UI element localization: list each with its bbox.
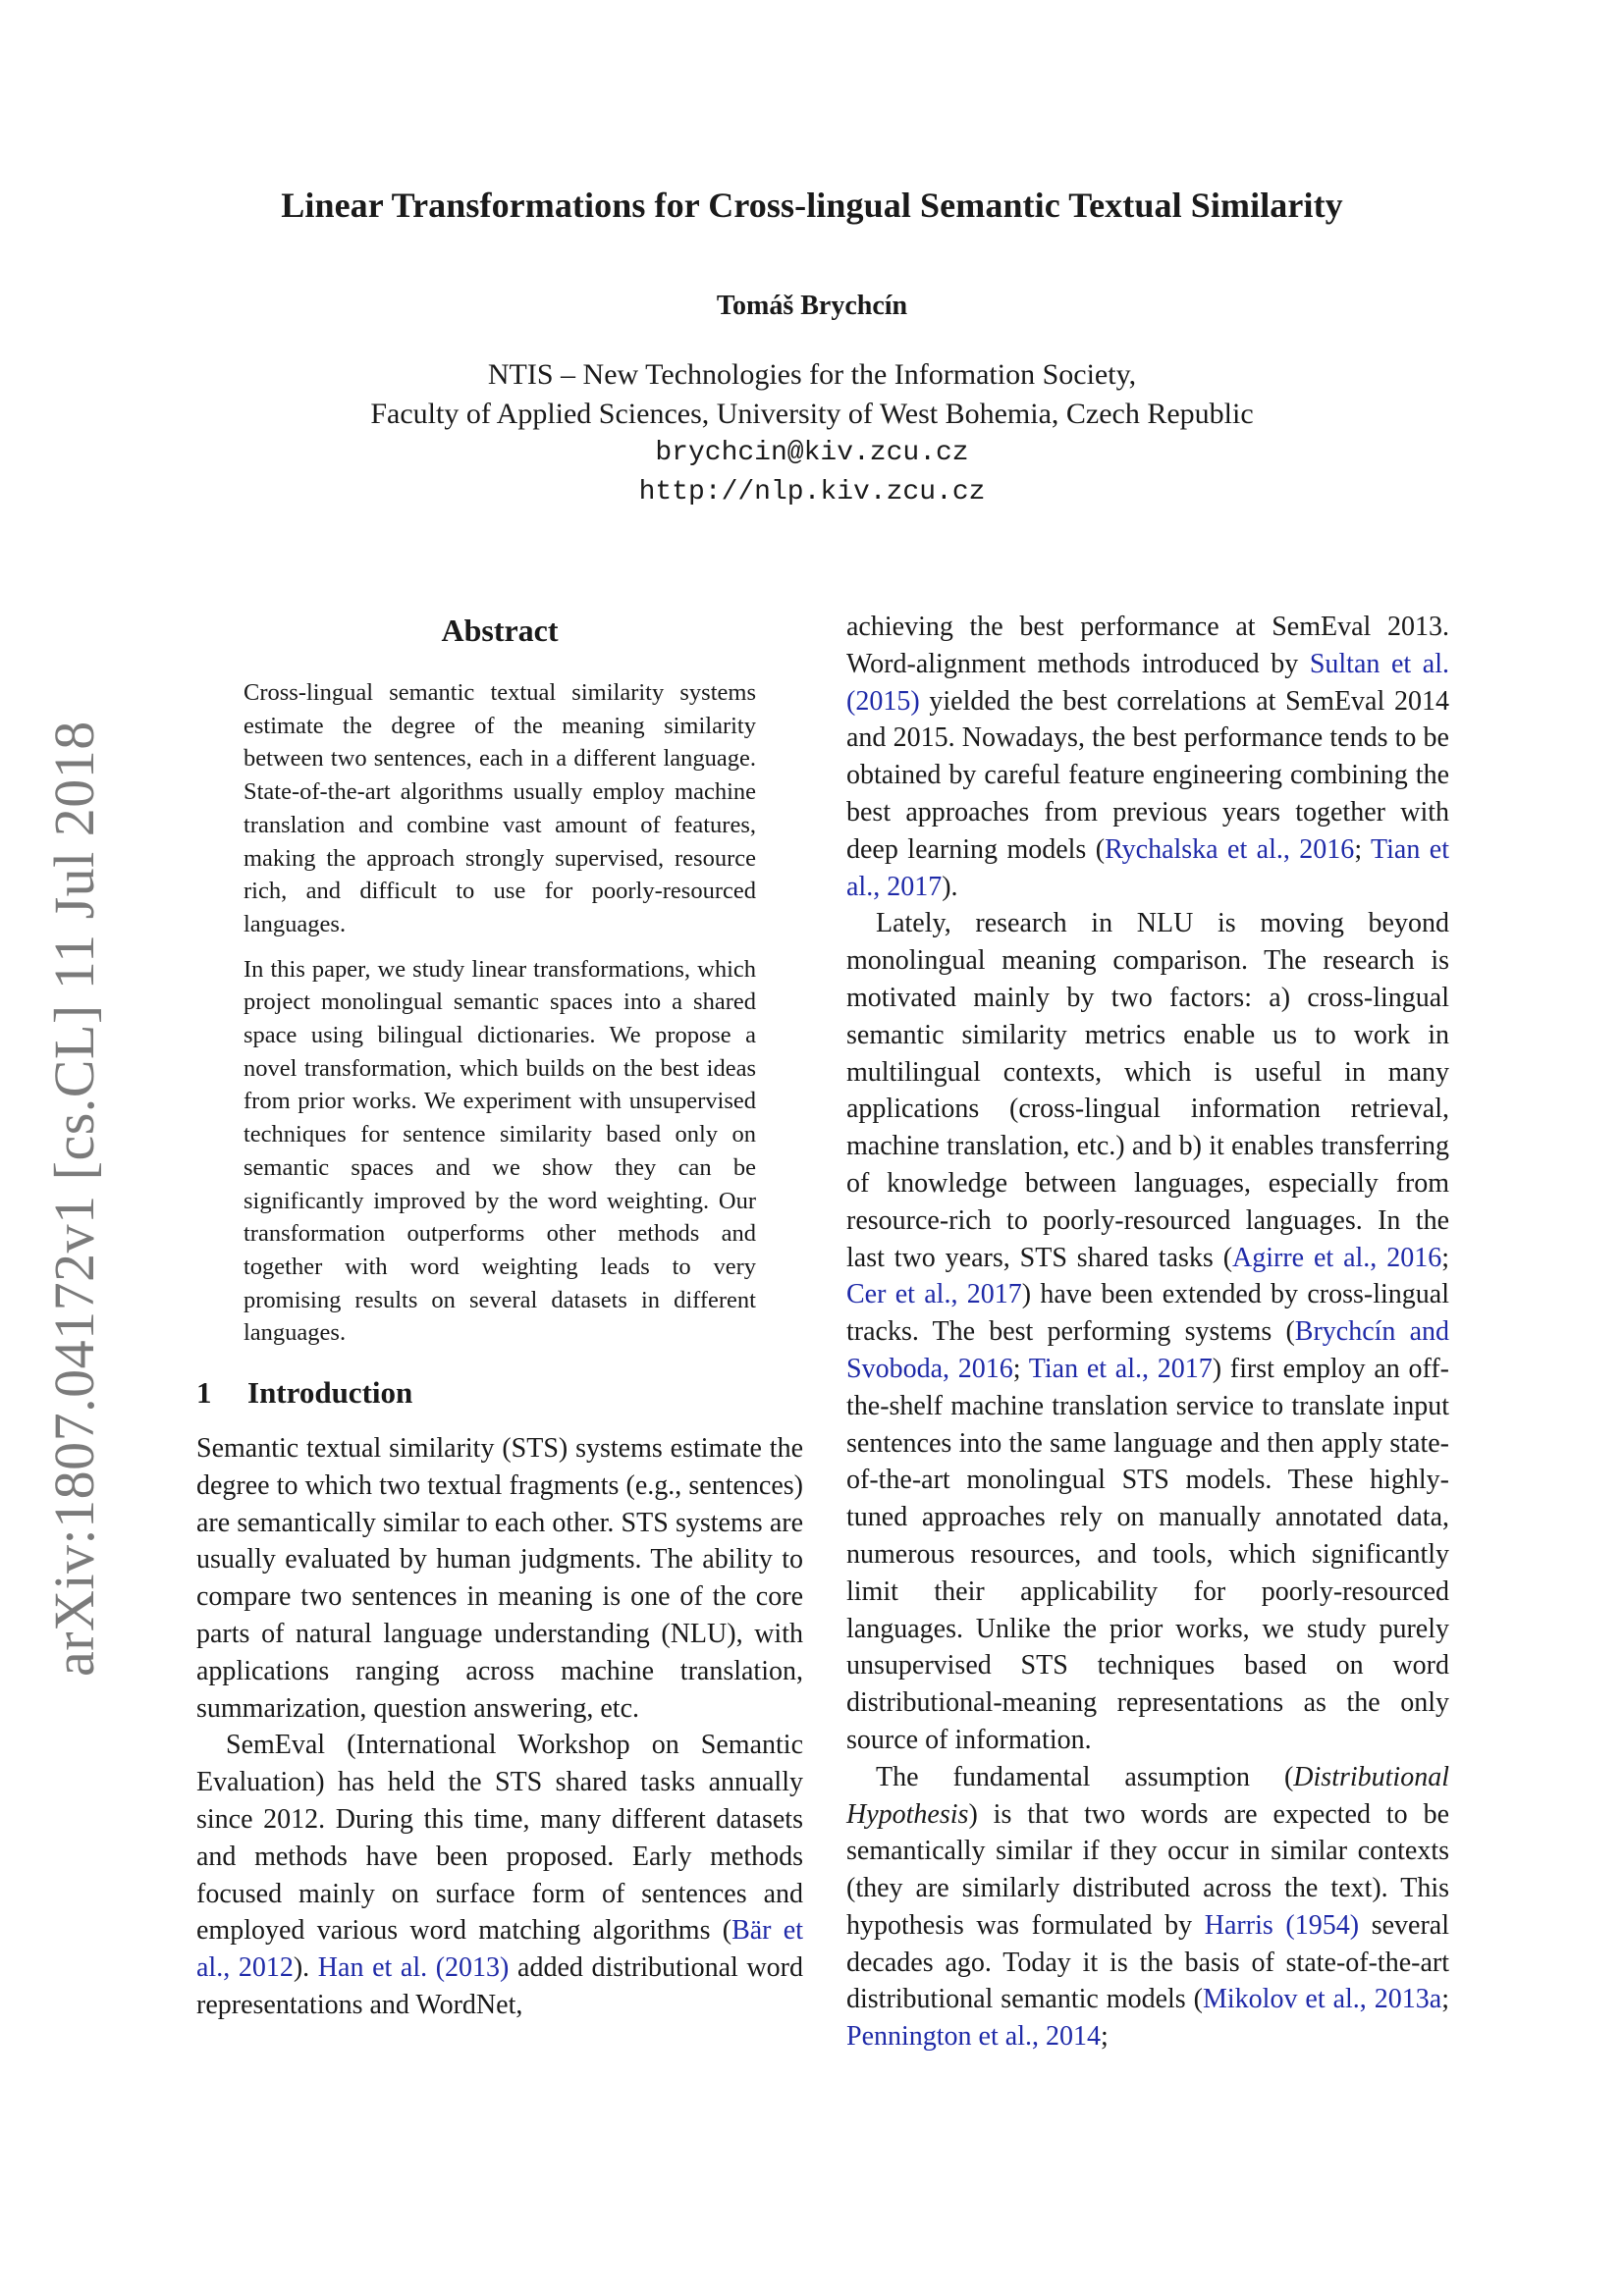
author-email[interactable]: brychcin@kiv.zcu.cz — [655, 438, 969, 468]
author-url[interactable]: http://nlp.kiv.zcu.cz — [638, 477, 986, 507]
intro-body — [196, 1430, 803, 2024]
citation-link[interactable]: Pennington et al., 2014 — [846, 2021, 1101, 2053]
citation-link[interactable]: Sultan et al. (2015) — [846, 648, 1449, 717]
affiliation-line-2: Faculty of Applied Sciences, University of West Bohemia, Czech Republic — [370, 398, 1254, 430]
citation-link[interactable]: Brychcín and Svoboda, 2016 — [846, 1316, 1449, 1384]
text-span: ) is that two words are expected to be semantically similar if they occur in similar contexts (they are similarly distributed across the text). This hypothesis was formulated by — [846, 1798, 1449, 1941]
citation-link[interactable]: Bär et al., 2012 — [196, 1915, 803, 1984]
citation-link[interactable]: Mikolov et al., 2013a — [1202, 1984, 1442, 2015]
text-span: ; — [1441, 1984, 1449, 2015]
text-span: ; — [1012, 1353, 1029, 1384]
intro-paragraph-1: Semantic textual similarity (STS) systems estimate the degree to which two textual fragments (e.g., sentences) are semantically similar to each other. STS systems are usually evaluated by human judgments. The ability to compare two sentences in meaning is one of the core parts of natural language understanding (NLU), with applications ranging across machine translation, summarization, question answering, etc. — [196, 1433, 803, 1724]
abstract-body — [244, 676, 756, 1350]
intro-paragraph-2 — [196, 1727, 803, 2023]
section-title: Introduction — [247, 1375, 413, 1411]
citation-link[interactable]: Cer et al., 2017 — [846, 1279, 1022, 1310]
affiliation-block — [0, 355, 1624, 512]
right-paragraph-1 — [846, 609, 1449, 905]
author-name: Tomáš Brychcín — [716, 291, 908, 321]
text-span: Lately, research in NLU is moving beyond monolingual meaning comparison. The research is motivated mainly by two factors: a) cross-lingual semantic similarity metrics enable us to work in multilingual contexts, which is useful in many applications (cross-lingual information retrieval, machine translation, etc.) and b) it enables transferring of knowledge between languages, especially from resource-rich to poorly-resourced languages. In the last two years, STS shared tasks ( — [846, 908, 1449, 1273]
right-column — [846, 609, 1449, 2056]
text-span: SemEval (International Workshop on Semantic Evaluation) has held the STS shared tasks annually since 2012. During this time, many different datasets and methods have been proposed. Early methods focused mainly on surface form of sentences and employed various word matching algorithms ( — [196, 1730, 803, 1947]
emphasis-text: Distributional Hypothesis — [846, 1761, 1449, 1830]
text-span: yielded the best correlations at SemEval 2014 and 2015. Nowadays, the best performance tends to be obtained by careful feature engineering combining the best approaches from previous years together with deep learning models ( — [846, 685, 1449, 865]
section-number: 1 — [196, 1375, 212, 1411]
text-span: ; — [1441, 1242, 1449, 1273]
text-span: ) first employ an off-the-shelf machine translation service to translate input sentences into the same language and then apply state-of-the-art monolingual STS models. These highly-tuned approaches rely on manually annotated data, numerous resources, and tools, which significantly limit their applicability for poorly-resourced languages. Unlike the prior works, we study purely unsupervised STS techniques based on word distributional-meaning representations as the only source of information. — [846, 1353, 1450, 1755]
citation-link[interactable]: Agirre et al., 2016 — [1232, 1242, 1442, 1273]
abstract-paragraph-1: Cross-lingual semantic textual similarity systems estimate the degree of the meaning similarity between two sentences, each in a different language. State-of-the-art algorithms usually employ machine translation and combine vast amount of features, making the approach strongly supervised, resource rich, and difficult to use for poorly-resourced languages. — [244, 679, 756, 937]
citation-link[interactable]: Rychalska et al., 2016 — [1105, 833, 1355, 865]
text-span: several decades ago. Today it is the basis of state-of-the-art distributional semantic models ( — [846, 1909, 1449, 2015]
text-span: ). — [942, 871, 958, 902]
citation-link[interactable]: Tian et al., 2017 — [846, 833, 1449, 902]
text-span: added distributional word representations and WordNet, — [196, 1952, 803, 2021]
affiliation-line-1: NTIS – New Technologies for the Information Society, — [487, 358, 1137, 391]
citation-link[interactable]: Harris (1954) — [1204, 1909, 1360, 1941]
abstract-paragraph-2: In this paper, we study linear transformations, which project monolingual semantic spaces into a shared space using bilingual dictionaries. We propose a novel transformation, which builds on the best ideas from prior works. We experiment with unsupervised techniques for sentence similarity based only on semantic spaces and we show they can be significantly improved by the word weighting. Our transformation outperforms other methods and together with word weighting leads to very promising results on several datasets in different languages. — [244, 955, 756, 1347]
text-span: ). — [293, 1952, 318, 1984]
text-span: ; — [1100, 2021, 1109, 2053]
text-span: achieving the best performance at SemEval 2013. Word-alignment methods introduced by — [846, 612, 1449, 679]
paper-title: Linear Transformations for Cross-lingual Semantic Textual Similarity — [281, 186, 1343, 225]
left-column — [196, 589, 803, 2024]
citation-link[interactable]: Tian et al., 2017 — [1028, 1353, 1213, 1384]
arxiv-side-stamp: arXiv:1807.04172v1 [cs.CL] 11 Jul 2018 — [42, 721, 106, 1677]
citation-link[interactable]: Han et al. (2013) — [317, 1952, 510, 1984]
abstract-heading: Abstract — [441, 613, 559, 648]
right-paragraph-3 — [846, 1759, 1449, 2056]
text-span: ; — [1354, 833, 1372, 865]
right-paragraph-2 — [846, 905, 1449, 1758]
text-span: ) have been extended by cross-lingual tracks. The best performing systems ( — [846, 1279, 1449, 1348]
section-heading-introduction — [196, 1375, 803, 1411]
text-span: The fundamental assumption ( — [876, 1761, 1294, 1792]
